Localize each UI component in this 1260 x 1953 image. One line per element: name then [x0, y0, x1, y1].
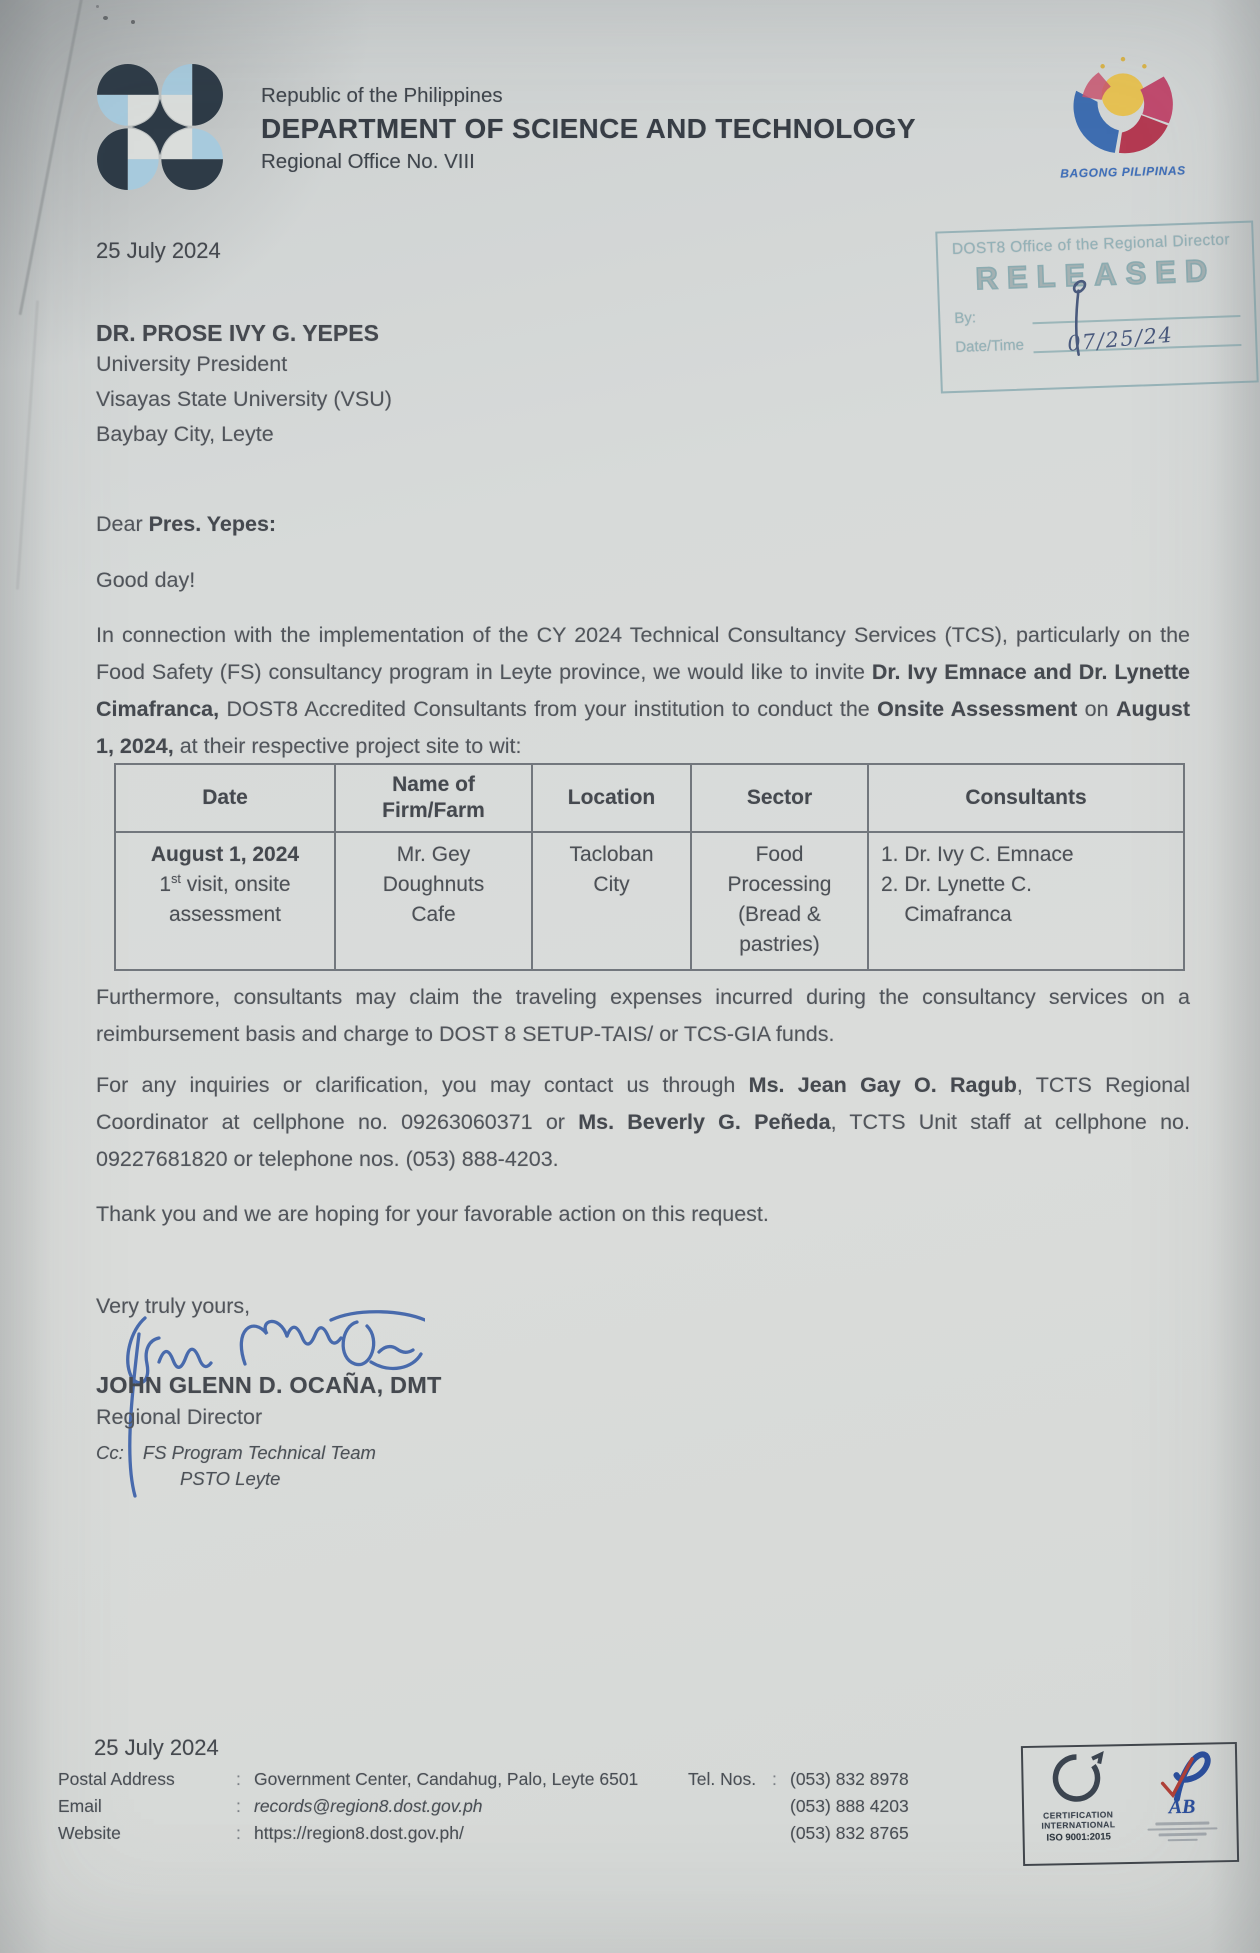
paragraph-thanks: Thank you and we are hoping for your favorable action on this request. — [96, 1202, 769, 1226]
schedule-table — [114, 763, 1185, 971]
stamp-office-line: DOST8 Office of the Regional Director — [951, 231, 1231, 259]
footer-row-email: Email : records@region8.dost.gov.ph — [58, 1793, 638, 1820]
republic-line: Republic of the Philippines — [261, 84, 503, 107]
greeting: Good day! — [96, 568, 196, 592]
stamp-released-text: RELEASED — [974, 252, 1217, 297]
col-header-date: Date — [115, 764, 335, 832]
footer-contact-block — [58, 1766, 638, 1847]
recipient-address: Baybay City, Leyte — [96, 422, 274, 446]
signatory-name: JOHN GLENN D. OCAÑA, DMT — [96, 1372, 442, 1398]
tel-number: (053) 832 8765 — [790, 1823, 909, 1843]
paper-crease — [16, 300, 39, 589]
department-name: DEPARTMENT OF SCIENCE AND TECHNOLOGY — [261, 113, 916, 144]
ci-iso: ISO 9001:2015 — [1046, 1831, 1111, 1844]
recipient-institution: Visayas State University (VSU) — [96, 387, 392, 411]
paper-crease — [19, 0, 84, 315]
released-stamp — [935, 221, 1258, 394]
footer-label: Postal Address — [58, 1769, 175, 1789]
pab-fine-print — [1130, 1821, 1234, 1842]
certification-box — [1021, 1742, 1239, 1866]
cell-date: August 1, 2024 1st visit, onsite assessment — [115, 832, 335, 970]
recipient-block — [96, 320, 392, 452]
cc-psto: PSTO Leyte — [180, 1468, 281, 1489]
paper-speck — [96, 5, 99, 8]
salutation: Dear Pres. Yepes: — [96, 512, 277, 536]
tel-number: (053) 832 8978 — [790, 1769, 909, 1789]
footer-date: 25 July 2024 — [94, 1735, 219, 1760]
cell-consultants: 1. Dr. Ivy C. Emnace 2. Dr. Lynette C. Cimafranca — [868, 832, 1184, 970]
signatory-title: Regional Director — [96, 1405, 263, 1429]
recipient-name: DR. PROSE IVY G. YEPES — [96, 320, 379, 346]
ci-line1: CERTIFICATION — [1043, 1809, 1114, 1821]
paper-speck — [103, 16, 108, 20]
cc-team: FS Program Technical Team — [142, 1442, 376, 1463]
closing-line: Very truly yours, — [96, 1294, 251, 1318]
col-header-firm: Name of Firm/Farm — [335, 764, 532, 832]
certification-international-logo — [1025, 1750, 1131, 1860]
table-row — [115, 832, 1184, 970]
stamp-signature-icon — [1057, 274, 1100, 361]
cc-line — [96, 1442, 376, 1464]
col-header-sector: Sector — [691, 764, 868, 832]
pab-logo — [1129, 1748, 1235, 1858]
letterhead — [261, 84, 916, 174]
footer-tel-block: Tel. Nos. : (053) 832 8978 (053) 888 4203 (053) 832 8765 — [688, 1766, 909, 1847]
cell-firm: Mr. Gey Doughnuts Cafe — [335, 832, 532, 970]
stamp-handwritten-date: 07/25/24 — [1066, 322, 1175, 356]
bagong-pilipinas-logo — [1048, 50, 1198, 179]
pab-ab-text: AB — [1168, 1795, 1196, 1819]
paragraph-invitation: In connection with the implementation of the CY 2024 Technical Consultancy Services (TCS), particularly on the Food Safety (FS) consultancy program in Leyte province, we would like to invite Dr. Ivy Emnace and Dr. Lynette Cimafranca, DOST8 Accredited Consultants from your institution to conduct the Onsite Assessment on August 1, 2024, at their respective project site to wit: — [96, 623, 1190, 758]
col-header-location: Location — [532, 764, 691, 832]
ci-line2: INTERNATIONAL — [1041, 1819, 1116, 1831]
tel-label: Tel. Nos. — [688, 1769, 757, 1789]
tel-number: (053) 888 4203 — [790, 1796, 909, 1816]
dost-seal-icon — [93, 60, 227, 199]
footer-value: https://region8.dost.gov.ph/ — [254, 1823, 464, 1843]
cell-location: Tacloban City — [532, 832, 691, 970]
footer-value: records@region8.dost.gov.ph — [254, 1796, 483, 1816]
cc-label: Cc: — [96, 1442, 124, 1463]
footer-row-website: Website : https://region8.dost.gov.ph/ — [58, 1820, 638, 1847]
stamp-by-label: By: — [954, 309, 977, 327]
paper-speck — [131, 20, 135, 24]
bagong-pilipinas-caption: BAGONG PILIPINAS — [1060, 163, 1186, 181]
paragraph-expenses: Furthermore, consultants may claim the traveling expenses incurred during the consultancy services on a reimbursement basis and charge to DOST 8 SETUP-TAIS/ or TCS-GIA funds. — [96, 985, 1190, 1046]
footer-label: Email — [58, 1796, 102, 1816]
table-header-row — [115, 764, 1184, 832]
cell-sector: Food Processing (Bread & pastries) — [691, 832, 868, 970]
bagong-pilipinas-icon — [1059, 50, 1187, 162]
regional-office-line: Regional Office No. VIII — [261, 150, 475, 173]
col-header-consultants: Consultants — [868, 764, 1184, 832]
ci-logo-icon — [1048, 1750, 1107, 1805]
stamp-datetime-label: Date/Time — [955, 336, 1025, 356]
footer-row-postal: Postal Address : Government Center, Candahug, Palo, Leyte 6501 — [58, 1766, 638, 1793]
footer-value: Government Center, Candahug, Palo, Leyte 6501 — [254, 1769, 639, 1789]
letter-date: 25 July 2024 — [96, 238, 221, 263]
footer-label: Website — [58, 1823, 121, 1843]
paragraph-contact: For any inquiries or clarification, you may contact us through Ms. Jean Gay O. Ragub, TCTS Regional Coordinator at cellphone no. 09263060371 or Ms. Beverly G. Peñeda, TCTS Unit staff at cellphone no. 09227681820 or telephone nos. (053) 888-4203. — [96, 1073, 1190, 1171]
recipient-title: University President — [96, 352, 288, 376]
